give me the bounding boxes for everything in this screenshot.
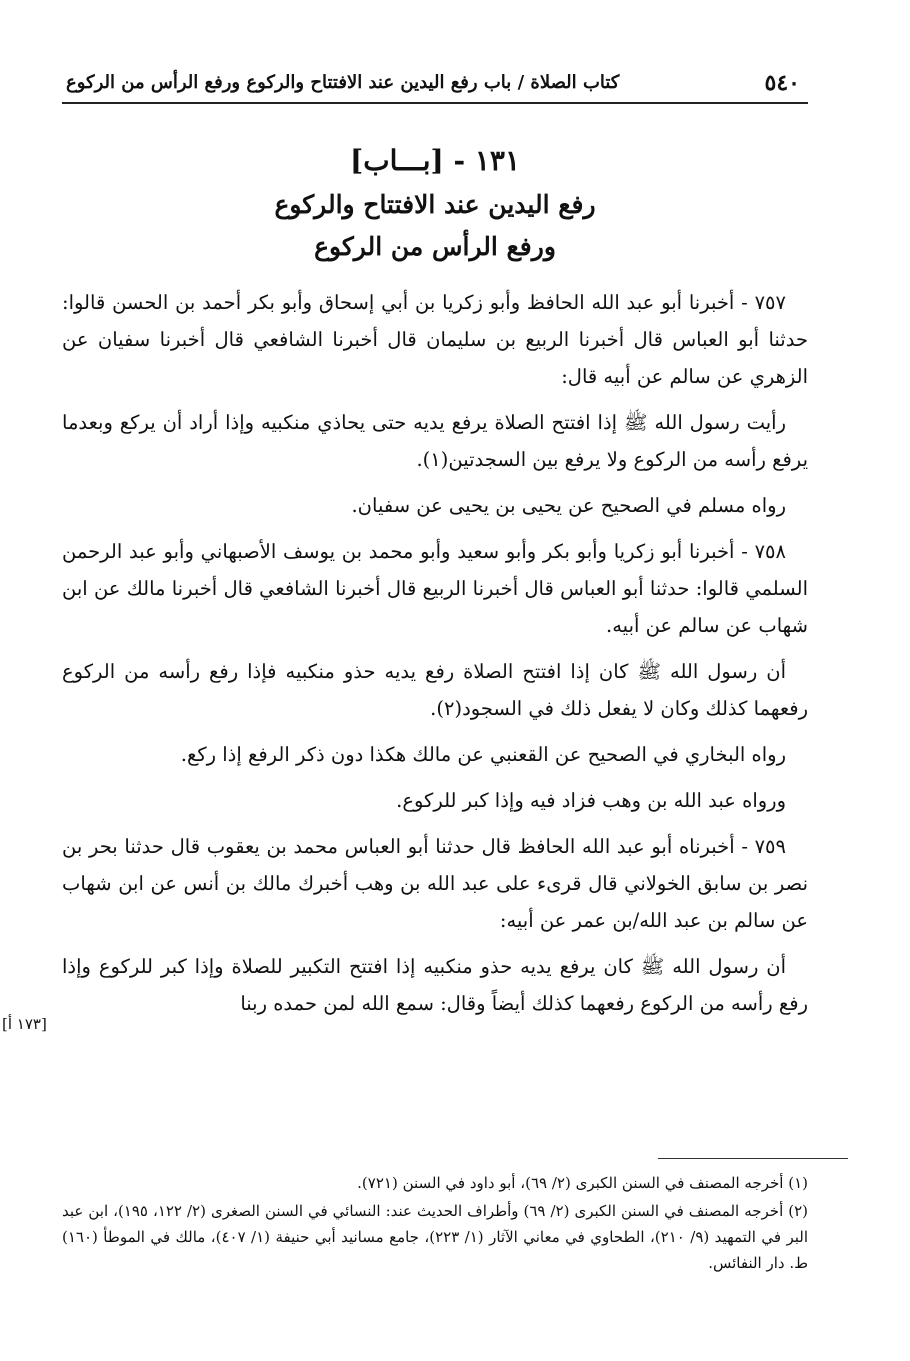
- running-title: كتاب الصلاة / باب رفع اليدين عند الافتتاح والركوع ورفع الرأس من الركوع: [66, 72, 620, 93]
- footnote-divider: [658, 1158, 848, 1159]
- running-header: [62, 66, 808, 104]
- hadith-759-matn: أن رسول الله ﷺ كان يرفع يديه حذو منكبيه إذا افتتح التكبير للصلاة وإذا كبر للركوع وإذا رفع رأسه من الركوع رفعهما كذلك أيضاً وقال: سمع الله لمن حمده ربنا: [62, 955, 808, 1015]
- page-number: ٥٤٠: [764, 70, 800, 96]
- hadith-758-takhrij: رواه البخاري في الصحيح عن القعنبي عن مالك هكذا دون ذكر الرفع إذا ركع.: [180, 743, 786, 766]
- chapter-heading: [62, 138, 808, 268]
- chapter-number: ١٣١ - [بـــاب]: [349, 144, 521, 177]
- hadith-757-matn: رأيت رسول الله ﷺ إذا افتتح الصلاة يرفع يديه حتى يحاذي منكبيه وإذا أراد أن يركع وبعدما يرفع رأسه من الركوع ولا يرفع بين السجدتين(١).: [62, 411, 808, 471]
- footnote-1: (١) أخرجه المصنف في السنن الكبرى (٢/ ٦٩)، أبو داود في السنن (٧٢١).: [357, 1174, 808, 1192]
- footnotes: [62, 1170, 808, 1278]
- manuscript-folio-marker: [١٧٣ أ]: [2, 1015, 47, 1033]
- hadith-758-isnad: ٧٥٨ - أخبرنا أبو زكريا وأبو بكر وأبو سعيد وأبو محمد بن يوسف الأصبهاني وأبو عبد الرحمن السلمي قالوا: حدثنا أبو العباس قال أخبرنا الربيع قال أخبرنا الشافعي قال أخبرنا مالك عن ابن شهاب عن سالم عن أبيه.: [62, 540, 808, 637]
- chapter-title-line-1: رفع اليدين عند الافتتاح والركوع: [274, 190, 596, 219]
- hadith-757-takhrij: رواه مسلم في الصحيح عن يحيى بن يحيى عن سفيان.: [351, 494, 786, 517]
- chapter-title-line-2: ورفع الرأس من الركوع: [314, 232, 556, 261]
- footnote-2: (٢) أخرجه المصنف في السنن الكبرى (٢/ ٦٩) وأطراف الحديث عند: النسائي في السنن الصغرى (٢/ ١٢٢، ١٩٥)، ابن عبد البر في التمهيد (٩/ ٢١٠)، الطحاوي في معاني الآثار (١/ ٢٢٣)، جامع مسانيد أبي حنيفة (١/ ٤٠٧)، مالك في الموطأ (١٦٠) ط. دار النفائس.: [62, 1202, 809, 1272]
- hadith-757-isnad: ٧٥٧ - أخبرنا أبو عبد الله الحافظ وأبو زكريا بن أبي إسحاق وأبو بكر أحمد بن الحسن قالوا: حدثنا أبو العباس قال أخبرنا الربيع بن سليمان قال أخبرنا الشافعي قال أخبرنا سفيان عن الزهري عن سالم عن أبيه قال:: [62, 291, 808, 388]
- hadith-758-matn: أن رسول الله ﷺ كان إذا افتتح الصلاة رفع يديه حذو منكبيه فإذا رفع رأسه من الركوع رفعهما كذلك وكان لا يفعل ذلك في السجود(٢).: [62, 660, 808, 720]
- hadith-759-isnad: ٧٥٩ - أخبرناه أبو عبد الله الحافظ قال حدثنا أبو العباس محمد بن يعقوب قال حدثنا بحر بن نصر بن سابق الخولاني قال قرىء على عبد الله بن وهب أخبرك مالك بن أنس عن ابن شهاب عن سالم بن عبد الله/بن عمر عن أبيه:: [62, 835, 808, 932]
- hadith-758-note: ورواه عبد الله بن وهب فزاد فيه وإذا كبر للركوع.: [396, 789, 786, 812]
- main-text: [62, 284, 808, 1031]
